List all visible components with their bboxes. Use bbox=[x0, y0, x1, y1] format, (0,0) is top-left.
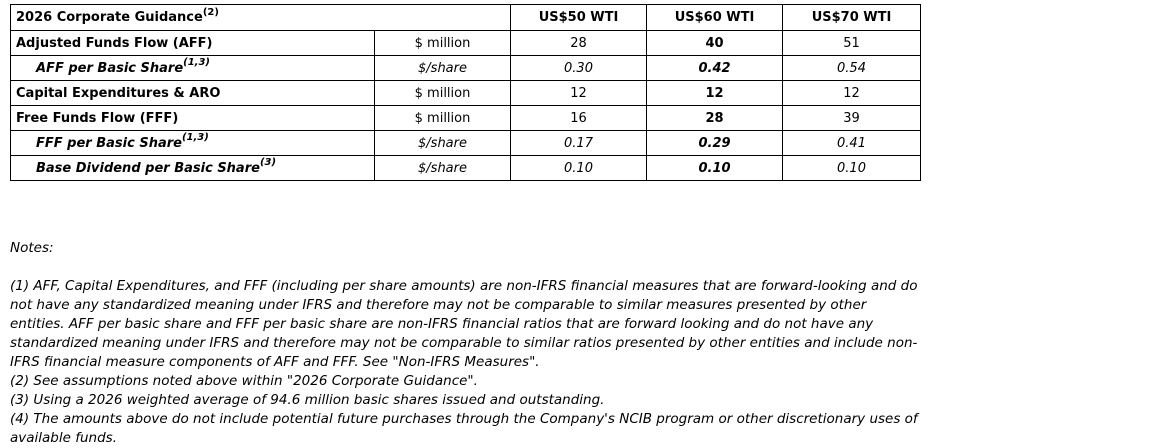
row-unit: $ million bbox=[375, 81, 511, 106]
table-row bbox=[11, 156, 921, 181]
table-row bbox=[11, 106, 921, 131]
guidance-table bbox=[10, 4, 921, 181]
row-unit: $/share bbox=[375, 56, 511, 81]
row-label-cell bbox=[11, 56, 375, 81]
row-value: 0.10 bbox=[511, 156, 647, 181]
row-value: 12 bbox=[511, 81, 647, 106]
table-row bbox=[11, 31, 921, 56]
table-row bbox=[11, 131, 921, 156]
row-value: 0.30 bbox=[511, 56, 647, 81]
row-value: 0.10 bbox=[647, 156, 783, 181]
row-value: 51 bbox=[783, 31, 921, 56]
row-value: 12 bbox=[647, 81, 783, 106]
row-label-cell bbox=[11, 106, 375, 131]
table-title-cell bbox=[11, 5, 511, 31]
row-value: 16 bbox=[511, 106, 647, 131]
row-label-note: (1,3) bbox=[183, 57, 210, 69]
row-label: Free Funds Flow (FFF) bbox=[16, 110, 179, 126]
table-header-row bbox=[11, 5, 921, 31]
row-value: 0.41 bbox=[783, 131, 921, 156]
note-item: (2) See assumptions noted above within "2026 Corporate Guidance". bbox=[10, 373, 478, 389]
column-header: US$50 WTI bbox=[511, 5, 647, 31]
row-unit: $/share bbox=[375, 156, 511, 181]
row-label-note: (1,3) bbox=[181, 132, 209, 144]
row-label-cell bbox=[11, 31, 375, 56]
row-unit: $ million bbox=[375, 106, 511, 131]
row-unit: $ million bbox=[375, 31, 511, 56]
row-value: 12 bbox=[783, 81, 921, 106]
table-row bbox=[11, 56, 921, 81]
row-label: FFF per Basic Share bbox=[36, 135, 182, 151]
note-item: (3) Using a 2026 weighted average of 94.6 million basic shares issued and outstanding. bbox=[10, 392, 605, 408]
row-label-note: (3) bbox=[259, 157, 277, 169]
row-value: 28 bbox=[647, 106, 783, 131]
column-header: US$70 WTI bbox=[783, 5, 921, 31]
notes-section bbox=[10, 239, 925, 448]
row-label: Base Dividend per Basic Share bbox=[36, 160, 260, 176]
table-row bbox=[11, 81, 921, 106]
table-title-note: (2) bbox=[202, 6, 219, 18]
table-title: 2026 Corporate Guidance bbox=[16, 10, 203, 25]
row-value: 40 bbox=[647, 31, 783, 56]
note-item: (4) The amounts above do not include potential future purchases through the Company's NCIB program or other discretionary uses of available funds. bbox=[10, 411, 918, 446]
row-label-cell bbox=[11, 156, 375, 181]
row-label-cell bbox=[11, 131, 375, 156]
row-value: 0.54 bbox=[783, 56, 921, 81]
row-unit: $/share bbox=[375, 131, 511, 156]
row-value: 0.29 bbox=[647, 131, 783, 156]
row-value: 0.10 bbox=[783, 156, 921, 181]
row-value: 28 bbox=[511, 31, 647, 56]
row-value: 0.17 bbox=[511, 131, 647, 156]
column-header: US$60 WTI bbox=[647, 5, 783, 31]
row-value: 39 bbox=[783, 106, 921, 131]
row-label: Adjusted Funds Flow (AFF) bbox=[16, 35, 213, 51]
notes-heading: Notes: bbox=[10, 240, 54, 256]
note-item: (1) AFF, Capital Expenditures, and FFF (including per share amounts) are non-IFRS financial measures that are forward-looking and do not have any standardized meaning under IFRS and therefore may not be comparable to similar measures presented by other entities. AFF per basic share and FFF per basic share are non-IFRS financial ratios that are forward looking and do not have any standardized meaning under IFRS and therefore may not be comparable to similar ratios presented by other entities and include non-IFRS financial measure components of AFF and FFF. See "Non-IFRS Measures". bbox=[10, 278, 918, 370]
row-label: Capital Expenditures & ARO bbox=[16, 85, 221, 101]
row-label: AFF per Basic Share bbox=[36, 60, 184, 76]
row-label-cell bbox=[11, 81, 375, 106]
row-value: 0.42 bbox=[647, 56, 783, 81]
